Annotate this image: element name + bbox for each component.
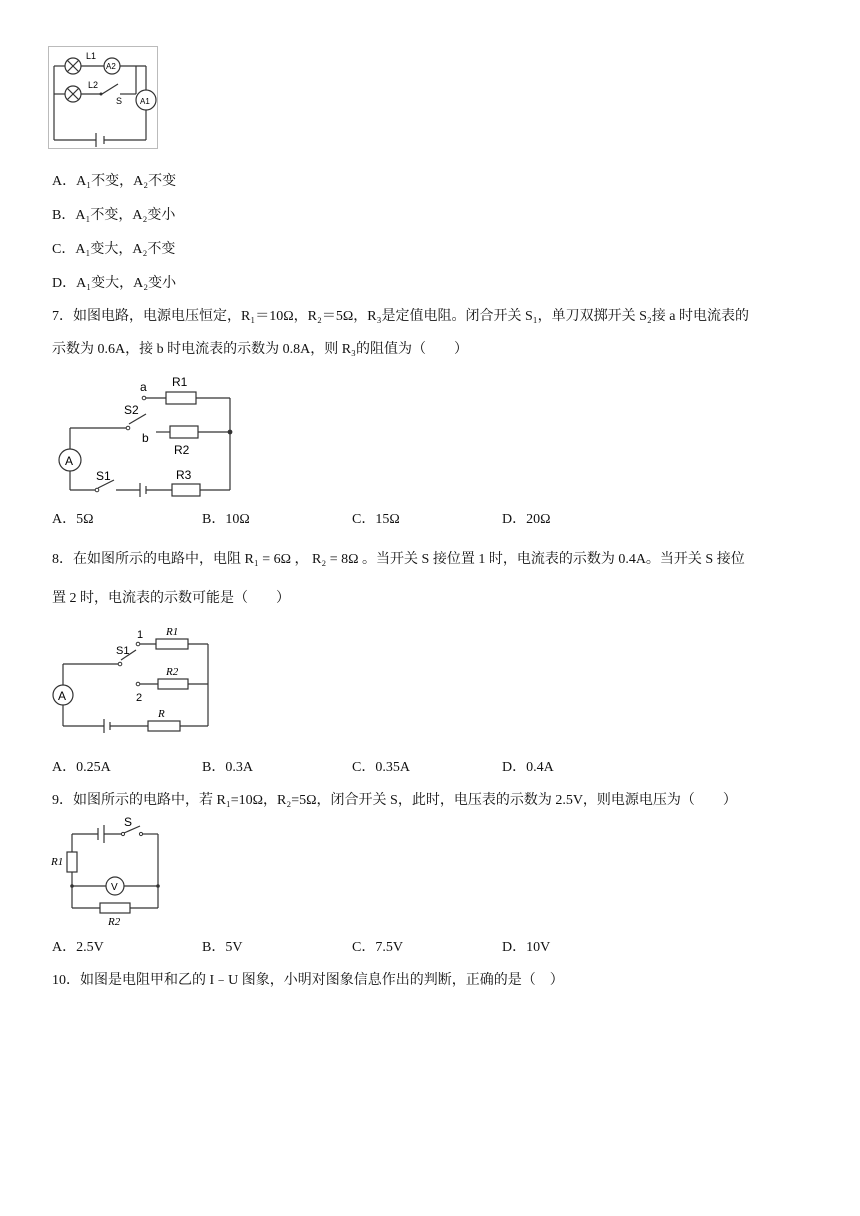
q8-circuit-figure	[52, 622, 222, 740]
r2-label: R2	[174, 443, 190, 457]
q7-option-b: B．10Ω	[202, 512, 250, 527]
q8-option-a: A．0.25A	[52, 760, 111, 775]
l1-label: L1	[86, 51, 97, 61]
r-label: R	[158, 708, 165, 720]
l2-label: L2	[88, 80, 99, 90]
q8-option-c: C．0.35A	[352, 760, 410, 775]
r1-label: R1	[166, 626, 179, 638]
pos1-label: 1	[137, 629, 144, 641]
q8-option-d: D．0.4A	[502, 760, 554, 775]
s2-label: S2	[124, 403, 139, 417]
q6-option-d: D．A₁变大，A₂变小	[52, 276, 177, 291]
q6-option-a: A．A₁不变，A₂不变	[52, 174, 177, 189]
ammeter-label: A	[65, 454, 74, 468]
voltmeter-label: V	[111, 882, 118, 893]
r2-label: R2	[108, 916, 121, 928]
q6-circuit-figure	[48, 46, 160, 150]
q9-text-line1: 9．如图所示的电路中，若 R₁=10Ω，R₂=5Ω，闭合开关 S，此时，电压表的示数为 2.5V，则电源电压为（ ）	[52, 793, 737, 808]
q8-text-line2: 置 2 时，电流表的示数可能是（ ）	[52, 591, 290, 606]
q7-option-c: C．15Ω	[352, 512, 400, 527]
q7-circuit-figure	[52, 368, 242, 504]
pos2-label: 2	[136, 692, 143, 704]
a2-label: A2	[106, 62, 116, 71]
a-label: a	[140, 380, 147, 394]
q8-option-b: B．0.3A	[202, 760, 253, 775]
s1-label: S1	[116, 645, 130, 657]
q6-option-c: C．A₁变大，A₂不变	[52, 242, 176, 257]
q9-circuit-figure	[50, 816, 170, 932]
q7-text-line1: 7．如图电路，电源电压恒定，R₁＝10Ω，R₂＝5Ω，R₃是定值电阻。闭合开关 S₁，单刀双掷开关 S₂接 a 时电流表的	[52, 309, 750, 324]
q10-text-line1: 10．如图是电阻甲和乙的 I﹣U 图象，小明对图象信息作出的判断，正确的是（ ）	[52, 973, 564, 988]
q7-text-line2: 示数为 0.6A，接 b 时电流表的示数为 0.8A，则 R₃的阻值为（ ）	[52, 342, 468, 357]
q8-text-line1: 8．在如图所示的电路中，电阻 R₁ = 6Ω ， R₂ = 8Ω 。当开关 S 接位置 1 时，电流表的示数为 0.4A。当开关 S 接位	[52, 552, 745, 567]
r1-label: R1	[51, 856, 64, 868]
q9-option-d: D．10V	[502, 940, 551, 955]
r1-label: R1	[172, 375, 188, 389]
s-label: S	[124, 816, 133, 829]
r3-label: R3	[176, 468, 192, 482]
r2-label: R2	[166, 666, 179, 678]
b-label: b	[142, 431, 149, 445]
q9-option-b: B．5V	[202, 940, 243, 955]
a1-label: A1	[140, 97, 150, 106]
q9-option-a: A．2.5V	[52, 940, 104, 955]
s-label: S	[116, 96, 123, 106]
q6-option-b: B．A₁不变，A₂变小	[52, 208, 176, 223]
q9-option-c: C．7.5V	[352, 940, 403, 955]
ammeter-label: A	[58, 689, 67, 703]
s1-label: S1	[96, 469, 111, 483]
q7-option-a: A．5Ω	[52, 512, 94, 527]
q7-option-d: D．20Ω	[502, 512, 551, 527]
